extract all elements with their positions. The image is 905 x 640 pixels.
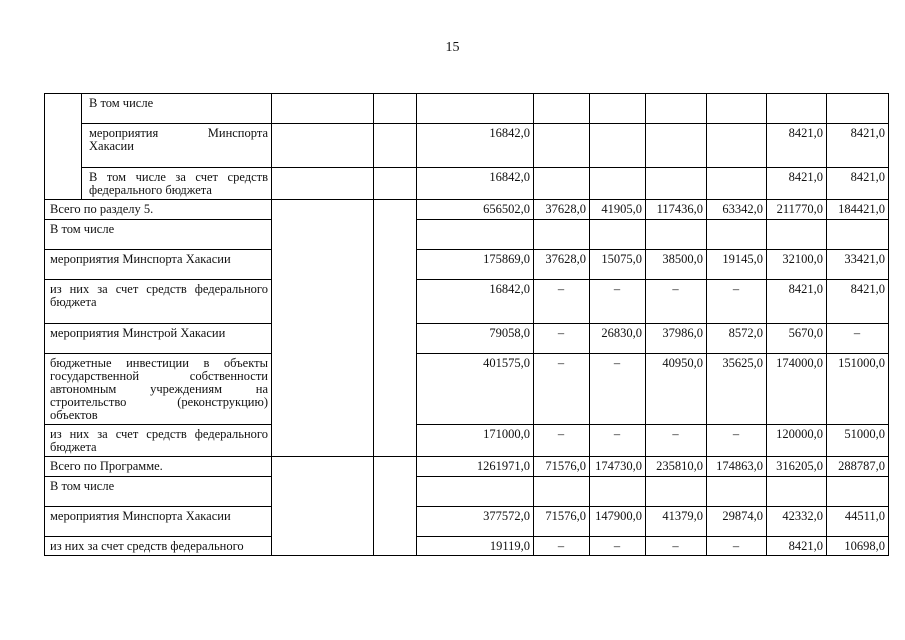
value-cell: – [707,425,767,457]
value-cell: 10698,0 [827,537,889,556]
value-cell: 8421,0 [767,280,827,324]
value-cell: 41379,0 [646,507,707,537]
value-cell: – [827,324,889,354]
value-cell [646,168,707,200]
page-number: 15 [445,40,460,55]
table-row [45,250,889,280]
value-cell [417,477,534,507]
row-label: В том числе [45,220,272,250]
value-cell: 8421,0 [767,124,827,168]
budget-table [44,93,889,556]
value-cell: – [534,354,590,425]
value-cell: 235810,0 [646,457,707,477]
value-cell [827,94,889,124]
value-cell: 184421,0 [827,200,889,220]
row-label: В том числе [82,94,272,124]
value-cell: 401575,0 [417,354,534,425]
indent-cell [45,94,82,200]
value-cell [707,124,767,168]
value-cell [707,94,767,124]
row-label: В том числе [45,477,272,507]
row-label: мероприятия Минстрой Хакасии [45,324,272,354]
value-cell [707,168,767,200]
value-cell: 71576,0 [534,457,590,477]
empty-cell [374,168,417,200]
value-cell: 151000,0 [827,354,889,425]
value-cell [590,94,646,124]
value-cell: 16842,0 [417,124,534,168]
table-row [45,324,889,354]
value-cell: 37628,0 [534,250,590,280]
value-cell: 174000,0 [767,354,827,425]
empty-cell [374,200,417,457]
total-label: Всего по Программе. [45,457,272,477]
value-cell [534,124,590,168]
value-cell: 37986,0 [646,324,707,354]
table-row [45,168,889,200]
value-cell: – [707,537,767,556]
value-cell: 16842,0 [417,168,534,200]
empty-cell [272,124,374,168]
value-cell: 174863,0 [707,457,767,477]
value-cell [707,220,767,250]
value-cell [534,477,590,507]
empty-cell [272,457,374,556]
table-row [45,537,889,556]
value-cell [767,477,827,507]
value-cell: 71576,0 [534,507,590,537]
value-cell [827,477,889,507]
value-cell [646,124,707,168]
table-row [45,507,889,537]
empty-cell [272,200,374,457]
value-cell: 117436,0 [646,200,707,220]
value-cell: 15075,0 [590,250,646,280]
value-cell [590,477,646,507]
value-cell: 316205,0 [767,457,827,477]
value-cell: – [646,280,707,324]
value-cell: – [707,280,767,324]
row-label: В том числе за счет средств федерального бюджета [82,168,272,200]
value-cell: 19119,0 [417,537,534,556]
empty-cell [272,94,374,124]
value-cell: 8421,0 [767,168,827,200]
value-cell: 29874,0 [707,507,767,537]
value-cell [707,477,767,507]
table-row [45,220,889,250]
value-cell: 32100,0 [767,250,827,280]
value-cell [590,124,646,168]
value-cell [534,168,590,200]
value-cell: – [590,354,646,425]
value-cell: – [534,280,590,324]
value-cell: 5670,0 [767,324,827,354]
value-cell: 19145,0 [707,250,767,280]
value-cell: 171000,0 [417,425,534,457]
value-cell: 120000,0 [767,425,827,457]
table-row [45,477,889,507]
value-cell: 44511,0 [827,507,889,537]
value-cell: 8421,0 [767,537,827,556]
value-cell: – [534,324,590,354]
value-cell [646,220,707,250]
value-cell: 79058,0 [417,324,534,354]
row-label: из них за счет средств федерального [45,537,272,556]
value-cell: 211770,0 [767,200,827,220]
value-cell [590,168,646,200]
value-cell: 26830,0 [590,324,646,354]
value-cell [534,94,590,124]
value-cell [646,477,707,507]
value-cell: – [590,537,646,556]
row-label: мероприятия Минспорта Хакасии [45,250,272,280]
value-cell: 8421,0 [827,280,889,324]
value-cell [590,220,646,250]
value-cell [767,220,827,250]
value-cell: – [646,537,707,556]
value-cell: 175869,0 [417,250,534,280]
total-label: Всего по разделу 5. [45,200,272,220]
table-row [45,425,889,457]
value-cell: 41905,0 [590,200,646,220]
row-label: из них за счет средств федерального бюджета [45,425,272,457]
empty-cell [374,457,417,556]
row-label: мероприятия Минспорта Хакасии [82,124,272,168]
value-cell: 8421,0 [827,168,889,200]
value-cell: 51000,0 [827,425,889,457]
table-row [45,354,889,425]
value-cell [646,94,707,124]
empty-cell [374,94,417,124]
value-cell: 377572,0 [417,507,534,537]
value-cell: 33421,0 [827,250,889,280]
value-cell: 656502,0 [417,200,534,220]
value-cell: 38500,0 [646,250,707,280]
empty-cell [272,168,374,200]
value-cell: 174730,0 [590,457,646,477]
value-cell [827,220,889,250]
value-cell: – [534,425,590,457]
row-label: мероприятия Минспорта Хакасии [45,507,272,537]
value-cell [767,94,827,124]
value-cell [417,220,534,250]
row-label: бюджетные инвестиции в объекты государственной собственности автономным учреждениям на строительство (реконструкцию) объектов [45,354,272,425]
value-cell: 40950,0 [646,354,707,425]
value-cell [417,94,534,124]
value-cell: 16842,0 [417,280,534,324]
value-cell: 8572,0 [707,324,767,354]
table-row [45,280,889,324]
value-cell: 1261971,0 [417,457,534,477]
table-row [45,124,889,168]
table-row [45,94,889,124]
value-cell: 147900,0 [590,507,646,537]
total-row [45,200,889,220]
value-cell [534,220,590,250]
value-cell: 35625,0 [707,354,767,425]
value-cell: – [590,280,646,324]
value-cell: 8421,0 [827,124,889,168]
budget-table-container [44,93,885,556]
value-cell: 63342,0 [707,200,767,220]
value-cell: 37628,0 [534,200,590,220]
total-row [45,457,889,477]
value-cell: – [590,425,646,457]
empty-cell [374,124,417,168]
value-cell: 288787,0 [827,457,889,477]
value-cell: – [646,425,707,457]
value-cell: – [534,537,590,556]
value-cell: 42332,0 [767,507,827,537]
row-label: из них за счет средств федерального бюджета [45,280,272,324]
